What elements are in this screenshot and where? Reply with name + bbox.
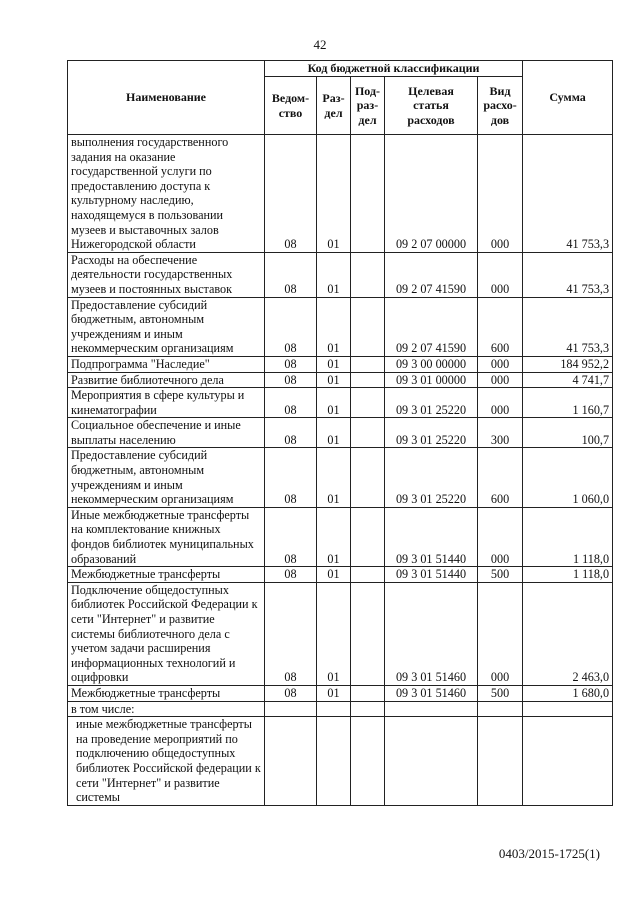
row-podrazdel [351, 388, 385, 418]
table-row [68, 507, 613, 566]
row-name: Межбюджетные трансферты [68, 567, 265, 583]
table-row [68, 567, 613, 583]
row-summa: 184 952,2 [523, 356, 613, 372]
header-tselevaya-statya: Целевая статья расходов [385, 77, 478, 135]
row-vedomstvo: 08 [265, 582, 317, 685]
row-vid-rashodov: 000 [478, 356, 523, 372]
row-vedomstvo [265, 717, 317, 806]
row-tselevaya-statya: 09 3 01 00000 [385, 372, 478, 388]
budget-table [67, 60, 613, 806]
row-name: Межбюджетные трансферты [68, 685, 265, 701]
row-podrazdel [351, 297, 385, 356]
row-tselevaya-statya: 09 3 00 00000 [385, 356, 478, 372]
row-vid-rashodov [478, 717, 523, 806]
row-podrazdel [351, 372, 385, 388]
row-vedomstvo: 08 [265, 297, 317, 356]
row-vedomstvo: 08 [265, 252, 317, 297]
document-code: 0403/2015-1725(1) [498, 846, 600, 861]
row-podrazdel [351, 448, 385, 507]
row-podrazdel [351, 685, 385, 701]
header-name: Наименование [68, 61, 265, 135]
row-summa: 4 741,7 [523, 372, 613, 388]
row-tselevaya-statya: 09 3 01 51460 [385, 685, 478, 701]
header-summa: Сумма [523, 61, 613, 135]
row-summa: 1 060,0 [523, 448, 613, 507]
row-tselevaya-statya: 09 3 01 25220 [385, 418, 478, 448]
row-razdel: 01 [317, 356, 351, 372]
row-razdel [317, 717, 351, 806]
row-vid-rashodov: 600 [478, 448, 523, 507]
header-vid-rashodov: Вид расхо- дов [478, 77, 523, 135]
row-summa: 1 160,7 [523, 388, 613, 418]
row-summa: 1 118,0 [523, 567, 613, 583]
row-tselevaya-statya: 09 3 01 51440 [385, 567, 478, 583]
table-row [68, 717, 613, 806]
header-podrazdel: Под- раз- дел [351, 77, 385, 135]
table-row [68, 448, 613, 507]
row-vid-rashodov: 000 [478, 507, 523, 566]
table-row [68, 135, 613, 253]
table-row [68, 356, 613, 372]
table-row [68, 418, 613, 448]
row-razdel: 01 [317, 372, 351, 388]
row-podrazdel [351, 507, 385, 566]
row-tselevaya-statya: 09 3 01 51460 [385, 582, 478, 685]
row-podrazdel [351, 701, 385, 717]
row-razdel [317, 701, 351, 717]
row-summa: 2 463,0 [523, 582, 613, 685]
row-name: Предоставление субсидий бюджетным, автономным учреждениям и иным некоммерческим организациям [68, 297, 265, 356]
row-razdel: 01 [317, 582, 351, 685]
row-vedomstvo: 08 [265, 372, 317, 388]
row-razdel: 01 [317, 448, 351, 507]
row-vedomstvo: 08 [265, 418, 317, 448]
row-name: Подключение общедоступных библиотек Российской Федерации к сети "Интернет" и развитие системы библиотечного дела с учетом задачи расширения информационных технологий и оцифровки [68, 582, 265, 685]
row-podrazdel [351, 135, 385, 253]
row-tselevaya-statya [385, 717, 478, 806]
row-tselevaya-statya: 09 2 07 41590 [385, 252, 478, 297]
row-razdel: 01 [317, 418, 351, 448]
row-name: в том числе: [68, 701, 265, 717]
row-name: иные межбюджетные трансферты на проведение мероприятий по подключению общедоступных библиотек Российской федерации к сети "Интернет" и развитие системы [68, 717, 265, 806]
row-podrazdel [351, 567, 385, 583]
table-row [68, 388, 613, 418]
header-razdel: Раз- дел [317, 77, 351, 135]
row-razdel: 01 [317, 252, 351, 297]
row-podrazdel [351, 418, 385, 448]
row-summa: 41 753,3 [523, 135, 613, 253]
row-vid-rashodov: 000 [478, 372, 523, 388]
header-classification-group: Код бюджетной классификации [265, 61, 523, 77]
header-vedomstvo: Ведом- ство [265, 77, 317, 135]
row-summa [523, 701, 613, 717]
row-summa: 1 680,0 [523, 685, 613, 701]
row-name: Мероприятия в сфере культуры и кинематографии [68, 388, 265, 418]
row-vid-rashodov: 000 [478, 582, 523, 685]
page-number: 42 [313, 37, 327, 52]
row-vedomstvo: 08 [265, 567, 317, 583]
row-vedomstvo: 08 [265, 507, 317, 566]
row-summa: 41 753,3 [523, 252, 613, 297]
row-razdel: 01 [317, 135, 351, 253]
row-name: Подпрограмма "Наследие" [68, 356, 265, 372]
row-vedomstvo: 08 [265, 685, 317, 701]
row-tselevaya-statya: 09 3 01 25220 [385, 448, 478, 507]
table-row [68, 252, 613, 297]
row-vedomstvo: 08 [265, 135, 317, 253]
row-tselevaya-statya: 09 3 01 25220 [385, 388, 478, 418]
table-row [68, 701, 613, 717]
row-vid-rashodov: 300 [478, 418, 523, 448]
row-vid-rashodov: 500 [478, 685, 523, 701]
row-vid-rashodov [478, 701, 523, 717]
row-podrazdel [351, 582, 385, 685]
row-podrazdel [351, 717, 385, 806]
row-tselevaya-statya: 09 2 07 41590 [385, 297, 478, 356]
table-row [68, 685, 613, 701]
row-vedomstvo [265, 701, 317, 717]
row-name: Иные межбюджетные трансферты на комплектование книжных фондов библиотек муниципальных образований [68, 507, 265, 566]
row-vid-rashodov: 600 [478, 297, 523, 356]
row-name: Расходы на обеспечение деятельности государственных музеев и постоянных выставок [68, 252, 265, 297]
row-vedomstvo: 08 [265, 356, 317, 372]
row-vid-rashodov: 000 [478, 135, 523, 253]
table-row [68, 582, 613, 685]
row-name: выполнения государственного задания на оказание государственной услуги по предоставлению доступа к культурному наследию, находящемуся в пользовании музеев и выставочных залов Нижегородской области [68, 135, 265, 253]
row-vid-rashodov: 000 [478, 252, 523, 297]
row-vid-rashodov: 000 [478, 388, 523, 418]
row-tselevaya-statya: 09 3 01 51440 [385, 507, 478, 566]
table-row [68, 372, 613, 388]
row-razdel: 01 [317, 685, 351, 701]
row-tselevaya-statya [385, 701, 478, 717]
row-name: Развитие библиотечного дела [68, 372, 265, 388]
row-summa: 100,7 [523, 418, 613, 448]
row-tselevaya-statya: 09 2 07 00000 [385, 135, 478, 253]
row-podrazdel [351, 252, 385, 297]
row-razdel: 01 [317, 567, 351, 583]
row-razdel: 01 [317, 388, 351, 418]
row-summa [523, 717, 613, 806]
row-vid-rashodov: 500 [478, 567, 523, 583]
table-row [68, 297, 613, 356]
row-razdel: 01 [317, 297, 351, 356]
row-summa: 1 118,0 [523, 507, 613, 566]
row-vedomstvo: 08 [265, 388, 317, 418]
row-vedomstvo: 08 [265, 448, 317, 507]
row-name: Предоставление субсидий бюджетным, автономным учреждениям и иным некоммерческим организациям [68, 448, 265, 507]
row-name: Социальное обеспечение и иные выплаты населению [68, 418, 265, 448]
row-podrazdel [351, 356, 385, 372]
row-razdel: 01 [317, 507, 351, 566]
row-summa: 41 753,3 [523, 297, 613, 356]
